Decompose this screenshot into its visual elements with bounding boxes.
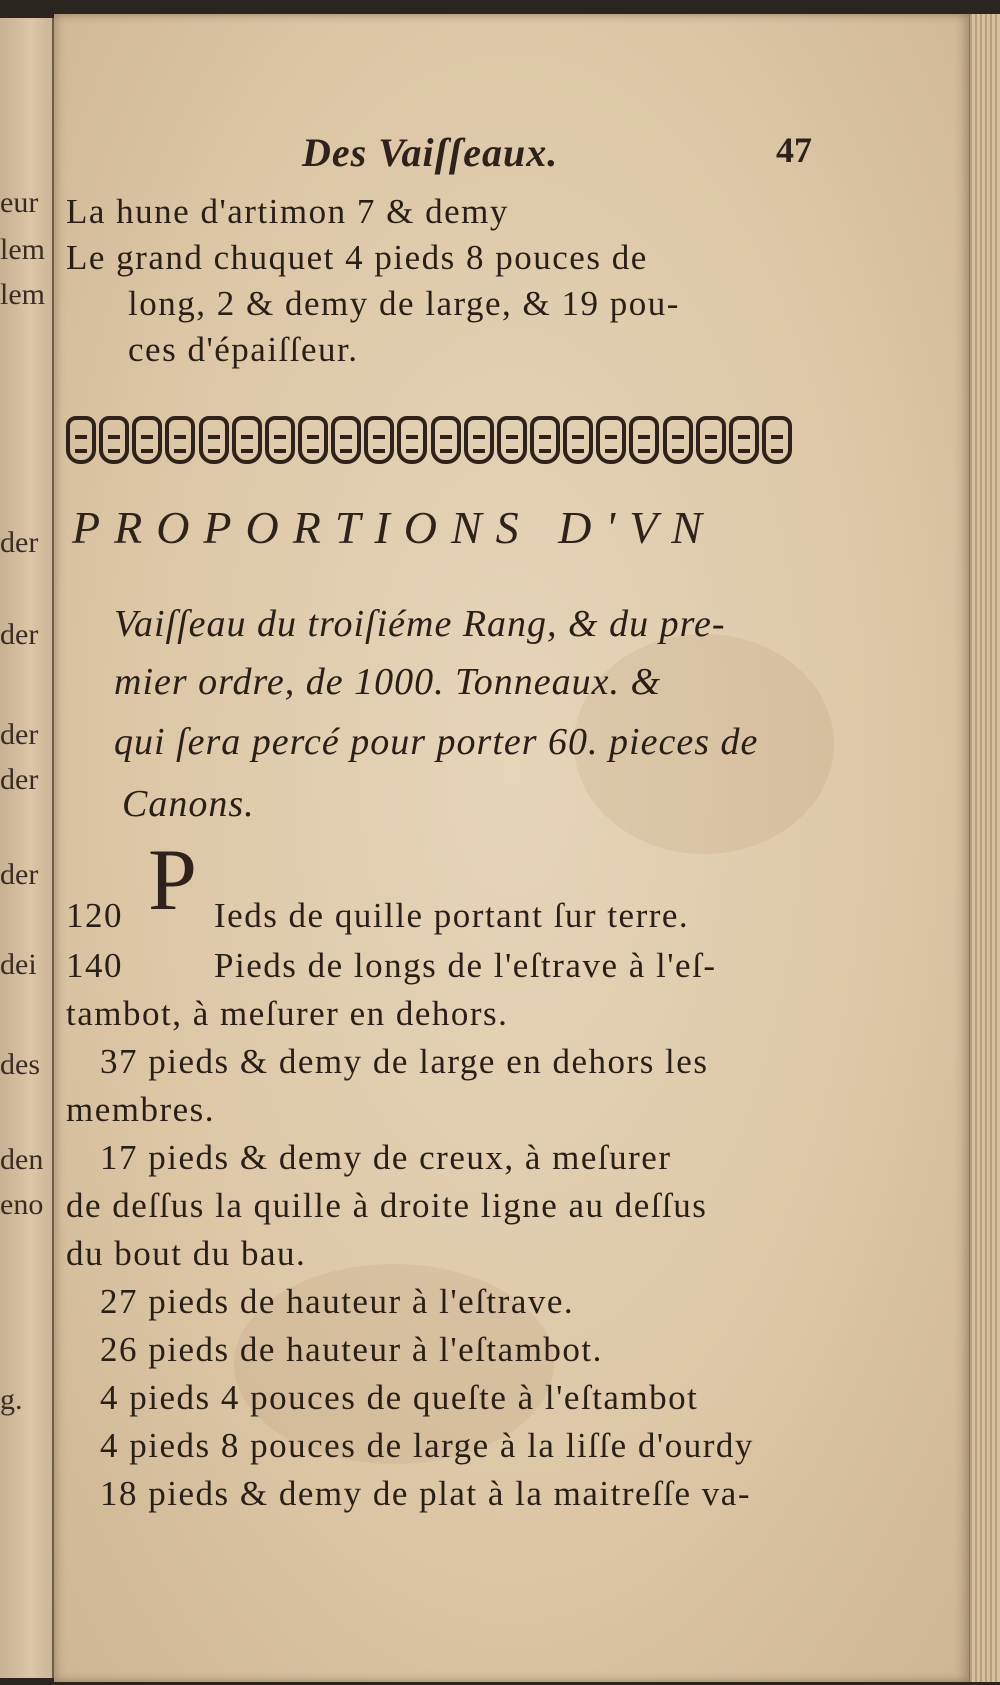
text-line: 4 pieds 4 pouces de queſte à l'eſtambot bbox=[100, 1378, 699, 1417]
section-title: PROPORTIONS D'VN bbox=[72, 502, 716, 553]
margin-number: 120 bbox=[66, 896, 123, 935]
text-line: 37 pieds & demy de large en dehors les bbox=[100, 1042, 709, 1081]
subtitle-line: mier ordre, de 1000. Tonneaux. & bbox=[114, 661, 662, 703]
page-fore-edge bbox=[969, 14, 1000, 1682]
margin-number: 140 bbox=[66, 946, 123, 985]
left-fragment: den bbox=[0, 1143, 44, 1176]
left-fragment: der bbox=[0, 718, 39, 751]
text-line: long, 2 & demy de large, & 19 pou- bbox=[128, 284, 680, 323]
text-line: Ieds de quille portant ſur terre. bbox=[214, 896, 690, 935]
text-line: Pieds de longs de l'eſtrave à l'eſ- bbox=[214, 946, 717, 985]
left-fragment: lem bbox=[0, 233, 45, 266]
drop-cap: P bbox=[148, 832, 197, 929]
page-header bbox=[54, 129, 914, 189]
text-line: 4 pieds 8 pouces de large à la liſſe d'ourdy bbox=[100, 1426, 754, 1465]
text-line: La hune d'artimon 7 & demy bbox=[66, 192, 509, 231]
left-fragment: der bbox=[0, 526, 39, 559]
subtitle-line: qui ſera percé pour porter 60. pieces de bbox=[114, 721, 759, 763]
left-fragment: dei bbox=[0, 948, 37, 981]
text-line: du bout du bau. bbox=[66, 1234, 307, 1273]
text-line: membres. bbox=[66, 1090, 216, 1129]
text-line: de deſſus la quille à droite ligne au deſſus bbox=[66, 1186, 708, 1225]
left-fragment: der bbox=[0, 618, 39, 651]
previous-page-edge bbox=[0, 18, 54, 1678]
left-fragment: eur bbox=[0, 186, 39, 219]
left-fragment: g. bbox=[0, 1383, 23, 1416]
running-head: Des Vaiſſeaux. bbox=[302, 130, 559, 175]
left-fragment: des bbox=[0, 1048, 40, 1081]
text-line: 18 pieds & demy de plat à la maitreſſe va- bbox=[100, 1474, 751, 1513]
subtitle-line: Vaiſſeau du troiſiéme Rang, & du pre- bbox=[114, 603, 726, 645]
left-fragment: der bbox=[0, 763, 39, 796]
left-fragment: lem bbox=[0, 278, 45, 311]
text-line: ces d'épaiſſeur. bbox=[128, 330, 359, 369]
text-line: 27 pieds de hauteur à l'eſtrave. bbox=[100, 1282, 575, 1321]
book-page bbox=[54, 14, 970, 1682]
left-fragment: der bbox=[0, 858, 39, 891]
page-number: 47 bbox=[776, 130, 812, 170]
text-line: 17 pieds & demy de creux, à meſurer bbox=[100, 1138, 672, 1177]
text-line: Le grand chuquet 4 pieds 8 pouces de bbox=[66, 238, 648, 277]
text-line: 26 pieds de hauteur à l'eſtambot. bbox=[100, 1330, 603, 1369]
text-line: tambot, à meſurer en dehors. bbox=[66, 994, 509, 1033]
subtitle-line: Canons. bbox=[122, 783, 255, 825]
printer-ornament-band bbox=[66, 412, 792, 468]
left-fragment: eno bbox=[0, 1188, 44, 1221]
